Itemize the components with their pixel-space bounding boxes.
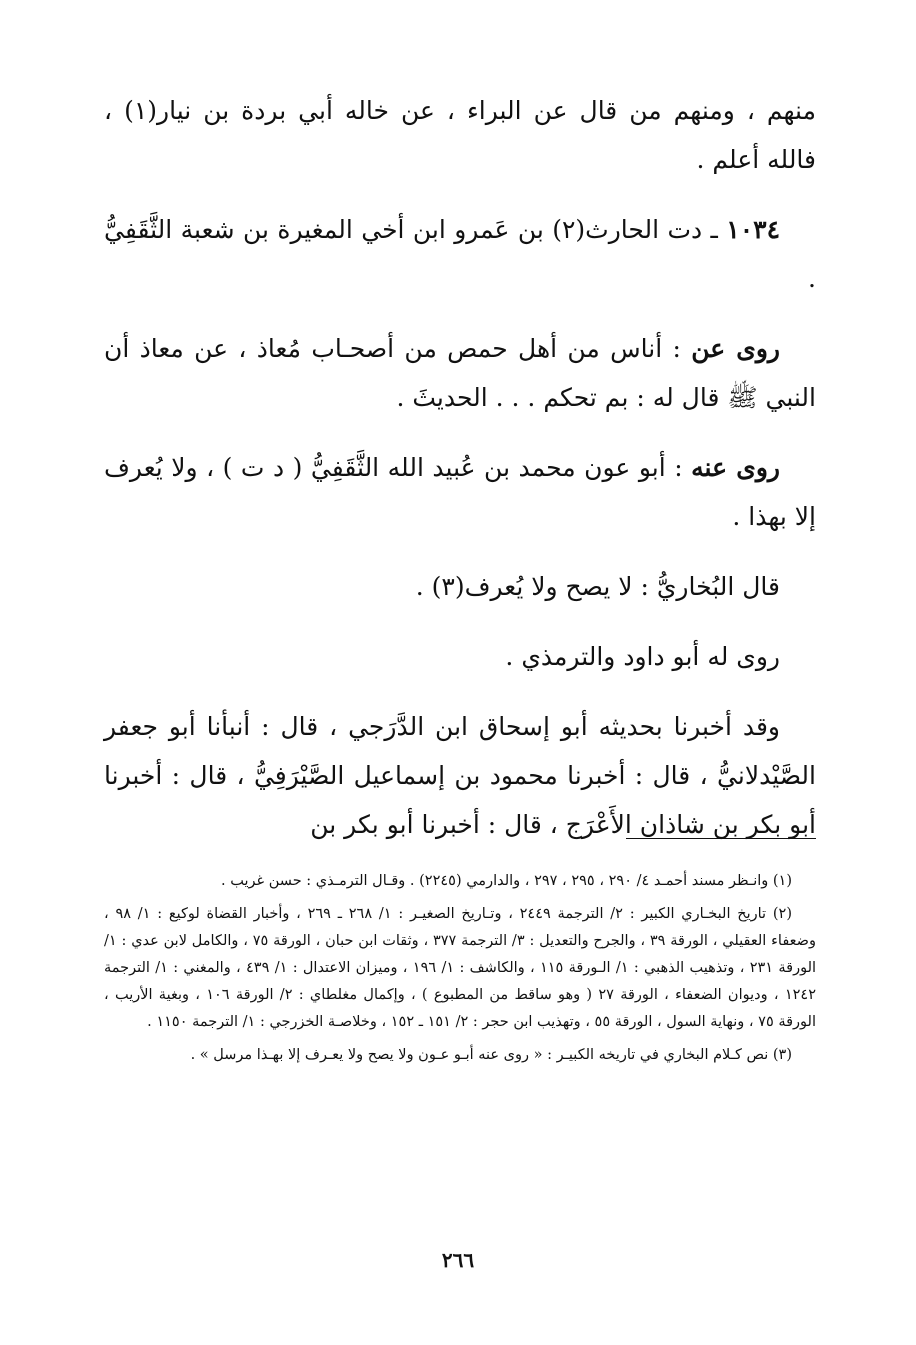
footnotes [104,868,816,1075]
entry-heading [104,205,816,303]
footnote-1: (١) وانـظر مسند أحمـد ٤/ ٢٩٠ ، ٢٩٥ ، ٢٩٧ ، والدارمي (٢٢٤٥) . وقـال الترمـذي : حسن غريب . [221,873,792,889]
page-number: ٢٦٦ [441,1248,475,1272]
paragraph-ikhbar: وقد أخبرنا بحديثه أبو إسحاق ابن الدَّرَجي ، قال : أنبأنا أبو جعفر الصَّيْدلانيُّ ، قال : أخبرنا محمود بن إسماعيل الصَّيْرَفِيُّ ، قال : أخبرنا أبو بكر بن شاذان الأَعْرَج ، قال : أخبرنا أبو بكر بن [104,712,816,839]
main-text [104,86,816,870]
paragraph-rawa-an [104,324,816,422]
paragraph-bukhari: قال البُخاريُّ : لا يصح ولا يُعرف(٣) . [415,572,780,601]
entry-text: ـ دت الحارث(٢) بن عَمرو ابن أخي المغيرة بن شعبة الثَّقَفِيُّ . [104,215,816,293]
paragraph-rawa-lahu: روى له أبو داود والترمذي . [505,642,780,671]
paragraph-rawa-anhu [104,443,816,541]
entry-number: ١٠٣٤ [726,215,781,244]
footnote-3: (٣) نص كـلام البخاري في تاريخه الكبيـر : « روى عنه أبـو عـون ولا يصح ولا يعـرف إلا بهـذا مرسل » . [190,1047,792,1063]
footnote-2: (٢) تاريخ البخـاري الكبير : ٢/ الترجمة ٢٤٤٩ ، وتـاريخ الصغيـر : ١/ ٢٦٨ ـ ٢٦٩ ، وأخبار القضاة لوكيع : ١/ ٩٨ ، وضعفاء العقيلي ، الورقة ٣٩ ، والجرح والتعديل : ٣/ الترجمة ٣٧٧ ، وثقات ابن حبان ، الورقة ٧٥ ، والكامل لابن عدي : ١/ الورقة ٢٣١ ، وتذهيب الذهبي : ١/ الـورقة ١١٥ ، والكاشف : ١/ ١٩٦ ، وميزان الاعتدال : ١/ ٤٣٩ ، والمغني : ١/ الترجمة ١٢٤٢ ، وديوان الضعفاء ، الورقة ٢٧ ( وهو ساقط من المطبوع ) ، وإكمال مغلطاي : ٢/ الورقة ١٠٦ ، وبغية الأريب ، الورقة ٧٥ ، ونهاية السول ، الورقة ٥٥ ، وتهذيب ابن حجر : ٢/ ١٥١ ـ ١٥٢ ، وخلاصـة الخزرجي : ١/ الترجمة ١١٥٠ . [104,906,817,1030]
rawa-an-label: روى عن [691,334,780,363]
rawa-anhu-label: روى عنه [691,453,780,482]
paragraph-continuation: منهم ، ومنهم من قال عن البراء ، عن خاله أبي بردة بن نيار(١) ، فالله أعلم . [104,96,816,174]
rawa-anhu-text: : أبو عون محمد بن عُبيد الله الثَّقَفِيُّ ( د ت ) ، ولا يُعرف إلا بهذا . [104,453,816,531]
footnote-separator [626,838,816,839]
rawa-an-text: : أناس من أهل حمص من أصحـاب مُعاذ ، عن معاذ أن النبي ﷺ قال له : بم تحكم . . . الحديثَ . [104,334,816,412]
